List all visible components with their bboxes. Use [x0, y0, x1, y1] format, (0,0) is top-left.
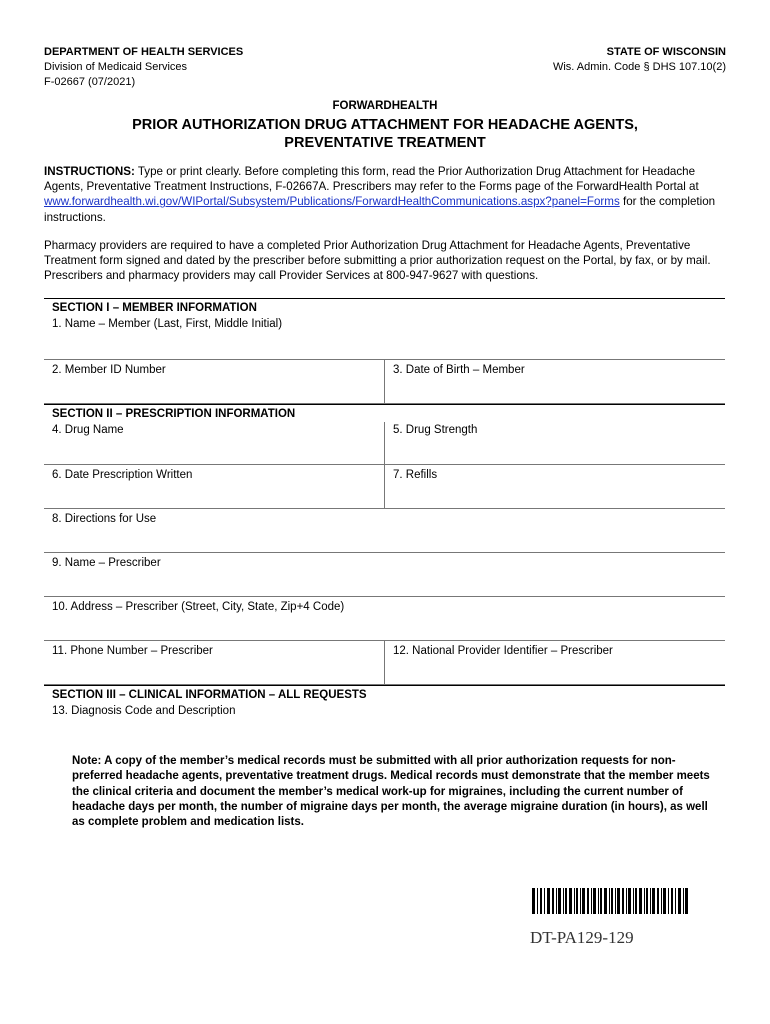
directions-field[interactable]: 8. Directions for Use — [52, 513, 157, 525]
member-name-field[interactable]: 1. Name – Member (Last, First, Middle Initial) — [52, 318, 283, 330]
instructions-text: Type or print clearly. Before completing this form, read the Prior Authorization Drug Attachment for Headache Agents, Preventative Treatment Instructions, F-02667A. Prescribers may refer to the Forms page of the ForwardHealth Portal at — [44, 165, 699, 194]
field-row — [44, 509, 725, 553]
admin-code: Wis. Admin. Code § DHS 107.10(2) — [552, 61, 726, 73]
refills-field[interactable]: 7. Refills — [393, 469, 438, 481]
state-header — [553, 45, 726, 75]
field-row — [44, 465, 725, 509]
instructions-paragraph — [44, 164, 726, 225]
section-1-title: SECTION I – MEMBER INFORMATION — [52, 302, 257, 314]
prescriber-npi-field[interactable]: 12. National Provider Identifier – Prescriber — [393, 645, 613, 657]
forms-page-link[interactable]: www.forwardhealth.wi.gov/WIPortal/Subsystem/Publications/ForwardHealthCommunications.aspx?panel=Forms — [44, 195, 620, 209]
prescriber-phone-field[interactable]: 11. Phone Number – Prescriber — [44, 641, 385, 684]
drug-name-field[interactable]: 4. Drug Name — [44, 422, 385, 464]
drug-strength-field[interactable]: 5. Drug Strength — [393, 424, 478, 436]
program-name: FORWARDHEALTH — [332, 100, 438, 112]
form-title-line-1: PRIOR AUTHORIZATION DRUG ATTACHMENT FOR HEADACHE AGENTS, — [132, 117, 638, 133]
instructions-label: INSTRUCTIONS: — [44, 165, 135, 178]
form-body — [44, 298, 725, 743]
member-dob-field[interactable]: 3. Date of Birth – Member — [393, 364, 525, 376]
state-name: STATE OF WISCONSIN — [606, 46, 726, 58]
section-2-title: SECTION II – PRESCRIPTION INFORMATION — [52, 408, 296, 420]
field-row — [44, 360, 725, 404]
form-title-line-2: PREVENTATIVE TREATMENT — [284, 135, 486, 151]
prescriber-name-field[interactable]: 9. Name – Prescriber — [52, 557, 161, 569]
document-id: DT-PA129-129 — [530, 928, 634, 947]
field-row — [44, 553, 725, 597]
section-3-title: SECTION III – CLINICAL INFORMATION – ALL REQUESTS — [52, 689, 367, 701]
prescriber-address-field[interactable]: 10. Address – Prescriber (Street, City, State, Zip+4 Code) — [52, 601, 345, 613]
instructions-text-end: for the completion instructions. — [44, 195, 716, 224]
agency-header — [44, 45, 243, 90]
member-id-field[interactable]: 2. Member ID Number — [44, 360, 385, 403]
pharmacy-paragraph: Pharmacy providers are required to have a completed Prior Authorization Drug Attachment for Headache Agents, Preventative Treatment form signed and dated by the prescriber before submitting a prior authorization request on the Portal, by fax, or by mail. Prescribers and pharmacy providers may call Provider Services at 800-947-9627 with questions. — [44, 239, 711, 283]
diagnosis-field[interactable]: 13. Diagnosis Code and Description — [52, 705, 236, 717]
medical-records-note: Note: A copy of the member’s medical records must be submitted with all prior authorization requests for non-preferred headache agents, preventative treatment drugs. Medical records must demonstrate that the member meets the clinical criteria and document the member’s medical work-up for migraines, including the current number of headache days per month, the number of migraine days per month, the average migraine duration (in hours), as well as complete problem and medication lists. — [72, 755, 710, 829]
field-row — [44, 422, 725, 465]
barcode-image — [532, 888, 688, 914]
form-number: F-02667 (07/2021) — [44, 76, 136, 88]
field-row — [44, 597, 725, 641]
department-name: DEPARTMENT OF HEALTH SERVICES — [44, 46, 244, 58]
field-row — [44, 641, 725, 685]
date-written-field[interactable]: 6. Date Prescription Written — [44, 465, 385, 508]
field-row — [44, 316, 725, 360]
form-title — [0, 116, 770, 152]
division-name: Division of Medicaid Services — [44, 61, 188, 73]
